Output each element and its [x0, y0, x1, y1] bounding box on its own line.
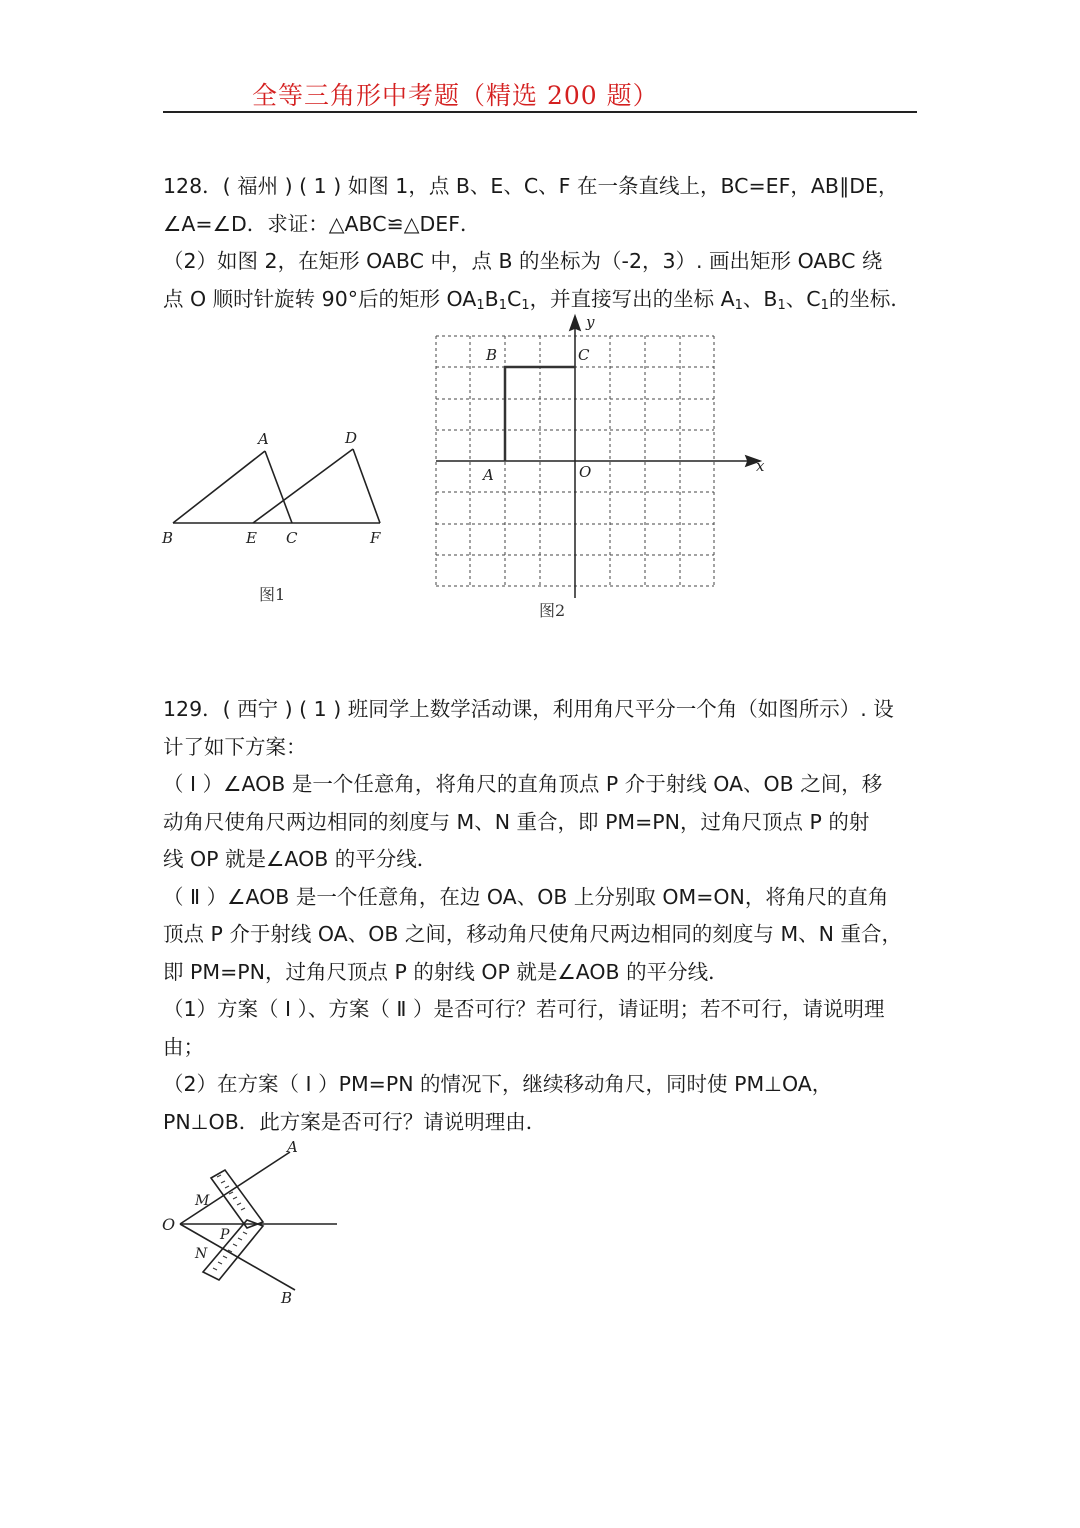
- problem-128: [163, 168, 933, 318]
- angle-label-p: P: [220, 1227, 230, 1243]
- problem-129-line-5: 线 OP 就是∠AOB 的平分线．: [163, 847, 438, 871]
- grid-label-o: O: [579, 463, 592, 481]
- problem-129-line-9: （1）方案（ Ⅰ ）、方案（ Ⅱ ）是否可行？若可行，请证明；若不可行，请说明理: [163, 997, 885, 1021]
- problem-128-line-1: 128．( 福州 ) ( 1 ) 如图 1，点 B、E、C、F 在一条直线上，BC=EF，AB∥DE，: [163, 174, 899, 198]
- header-divider: [163, 111, 917, 113]
- label-f: F: [370, 529, 381, 547]
- problem-129-line-1: 129．( 西宁 ) ( 1 ) 班同学上数学活动课，利用角尺平分一个角（如图所示）. 设: [163, 697, 894, 721]
- problem-129-line-11: （2）在方案（ Ⅰ ）PM=PN 的情况下，继续移动角尺，同时使 PM⊥OA，: [163, 1072, 833, 1096]
- angle-label-o: O: [162, 1215, 176, 1234]
- y-axis-arrow: [570, 316, 580, 330]
- problem-128-line-4: 点 O 顺时针旋转 90°后的矩形 $OA_1B_1C_1$，并直接写出的坐标 $A_1$、$B_1$、$C_1$的坐标．: [163, 286, 911, 313]
- segment-ac: [265, 451, 292, 523]
- grid-label-x: x: [756, 457, 765, 475]
- problem-129: [163, 691, 933, 1141]
- page-title: 全等三角形中考题（精选 200 题）: [252, 81, 659, 110]
- grid-label-a: A: [483, 466, 494, 484]
- problem-128-line-3: （2）如图 2，在矩形 OABC 中，点 B 的坐标为（-2，3）. 画出矩形 OABC 绕: [163, 249, 883, 273]
- label-b: B: [162, 529, 174, 547]
- problem-129-line-10: 由；: [163, 1034, 204, 1059]
- grid-label-y: y: [586, 313, 595, 331]
- grid-label-c: C: [578, 346, 590, 364]
- problem-128-line-2: ∠A=∠D．求证：△ABC≌△DEF．: [163, 211, 481, 236]
- figure-3-angle-square: [155, 1130, 355, 1315]
- label-d: D: [345, 429, 358, 447]
- label-c: C: [286, 529, 298, 547]
- problem-129-line-3: （ Ⅰ ）∠AOB 是一个任意角，将角尺的直角顶点 P 介于射线 OA、OB 之间，移: [163, 772, 883, 796]
- square-lower-arm: [203, 1220, 263, 1280]
- angle-label-n: N: [195, 1246, 208, 1262]
- label-a: A: [258, 430, 269, 448]
- label-e: E: [246, 529, 257, 547]
- angle-label-a: A: [287, 1138, 298, 1156]
- angle-label-b: B: [281, 1289, 293, 1307]
- grid-label-b: B: [486, 346, 498, 364]
- problem-129-line-7: 顶点 P 介于射线 OA、OB 之间，移动角尺使角尺两边相同的刻度与 M、N 重合，: [163, 922, 902, 946]
- angle-label-m: M: [195, 1193, 210, 1209]
- segment-df: [353, 449, 380, 523]
- figure-1-triangles: [150, 420, 400, 560]
- problem-129-line-2: 计了如下方案：: [163, 734, 307, 759]
- segment-ba: [173, 451, 265, 523]
- problem-129-line-6: （ Ⅱ ）∠AOB 是一个任意角，在边 OA、OB 上分别取 OM=ON，将角尺的直角: [163, 884, 889, 909]
- ray-oa: [180, 1152, 290, 1224]
- problem-129-line-12: PN⊥OB．此方案是否可行？请说明理由．: [163, 1109, 547, 1134]
- figure-2-caption: 图2: [539, 601, 566, 620]
- problem-129-line-8: 即 PM=PN，过角尺顶点 P 的射线 OP 就是∠AOB 的平分线．: [163, 959, 729, 984]
- figure-2-grid: [420, 310, 780, 610]
- figure-1-caption: 图1: [259, 585, 286, 604]
- problem-129-line-4: 动角尺使角尺两边相同的刻度与 M、N 重合，即 PM=PN，过角尺顶点 P 的射: [163, 809, 870, 834]
